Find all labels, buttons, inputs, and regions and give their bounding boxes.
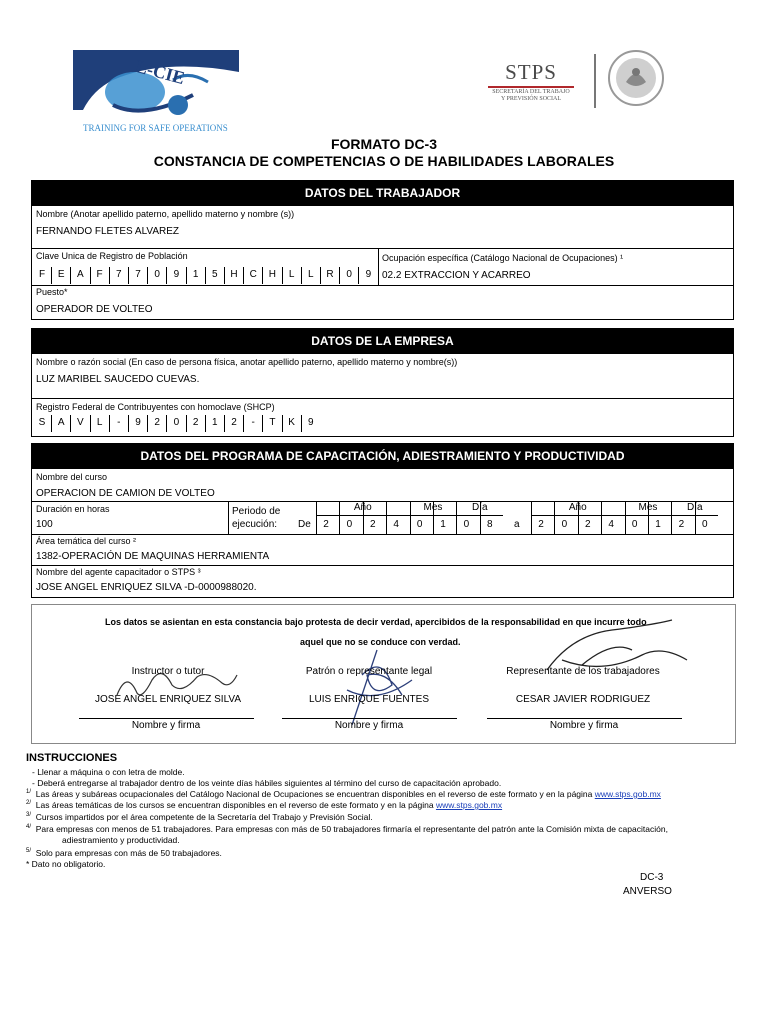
curp-cell-divider	[186, 267, 187, 284]
ocupacion-label: Ocupación específica (Catálogo Nacional de Ocupaciones) ¹	[382, 253, 624, 263]
curso-row	[32, 469, 733, 502]
instruccion-5-text: Cursos impartidos por el área competente de la Secretaría del Trabajo y Previsión Social.	[35, 812, 373, 822]
note-marker-5: 5/	[26, 848, 32, 855]
rfc-char: L	[96, 417, 103, 428]
curp-cell-divider	[243, 267, 244, 284]
rfc-char: 9	[135, 417, 141, 428]
fecha-inicio-digit: 0	[463, 519, 470, 530]
rfc-char: K	[288, 417, 295, 428]
stps-logo	[478, 60, 584, 110]
rfc-char: T	[269, 417, 276, 428]
note-marker-3: 3/	[26, 812, 32, 819]
curp-char: 9	[365, 269, 372, 280]
curp-cell-divider	[147, 267, 148, 284]
fecha-fin-digit: 0	[631, 519, 638, 530]
duracion-row	[32, 502, 733, 535]
fecha-fin-digit: 0	[702, 519, 708, 530]
note-marker-2: 2/	[26, 800, 32, 807]
instructor-nombre-firma: Nombre y firma	[131, 720, 201, 731]
periodo-inicio-mes-header: Mes	[410, 502, 457, 516]
puesto-value: OPERADOR DE VOLTEO	[36, 304, 153, 315]
rfc-char: -	[251, 417, 255, 428]
fecha-inicio-digit: 1	[440, 519, 446, 530]
rfc-cell-divider	[301, 415, 302, 432]
instruccion-2: - Deberá entregarse al trabajador dentro de los veinte días hábiles siguientes al término del curso de capacitación aprobado.	[32, 778, 502, 788]
rfc-char: V	[77, 417, 84, 428]
empresa-section	[31, 354, 734, 437]
curso-value: OPERACION DE CAMION DE VOLTEO	[36, 488, 215, 499]
curp-char: H	[268, 269, 276, 280]
nombre-value: FERNANDO FLETES ALVAREZ	[36, 226, 179, 237]
curp-label: Clave Unica de Registro de Población	[36, 251, 188, 261]
rfc-char: -	[117, 417, 121, 428]
curp-cell-divider	[282, 267, 283, 284]
logo-separator	[594, 54, 596, 108]
rfc-cell-divider	[90, 415, 91, 432]
instruccion-7-text: Solo para empresas con más de 50 trabajadores.	[35, 848, 222, 858]
agente-value: JOSE ANGEL ENRIQUEZ SILVA -D-0000988020.	[36, 582, 257, 593]
footer-code: DC-3	[640, 872, 664, 883]
rfc-cell-divider	[282, 415, 283, 432]
curp-char: L	[308, 269, 314, 280]
puesto-label: Puesto*	[36, 287, 68, 297]
section-header-trabajador: DATOS DEL TRABAJADOR	[31, 180, 734, 206]
curp-cell-divider	[339, 267, 340, 284]
instruccion-6b: adiestramiento y productividad.	[62, 835, 180, 845]
rfc-char: 1	[212, 417, 218, 428]
rfc-char: 9	[308, 417, 314, 428]
instructor-line	[79, 718, 254, 719]
rfc-cell-divider	[147, 415, 148, 432]
instruccion-1: - Llenar a máquina o con letra de molde.	[32, 767, 185, 777]
agente-label: Nombre del agente capacitador o STPS ³	[36, 567, 201, 577]
fecha-inicio-digit: 0	[346, 519, 353, 530]
stps-logo-sub1: SECRETARÍA DEL TRABAJO	[492, 89, 570, 95]
curp-cell-divider	[224, 267, 225, 284]
form-code-title: FORMATO DC-3	[330, 136, 438, 152]
curp-cell-divider	[166, 267, 167, 284]
fecha-inicio-digit: 2	[323, 519, 329, 530]
periodo-fin-anio-header: Año	[531, 502, 625, 516]
instruccion-6	[26, 824, 668, 834]
rfc-cell-divider	[128, 415, 129, 432]
lcie-logo-tagline: TRAINING FOR SAFE OPERATIONS	[83, 123, 228, 133]
patron-title: Patrón o representante legal	[305, 666, 433, 677]
fecha-inicio-digit: 2	[370, 519, 376, 530]
curp-char: H	[230, 269, 238, 280]
note-marker-4: 4/	[26, 824, 32, 831]
fecha-fin-digit: 2	[538, 519, 544, 530]
curp-char: C	[249, 269, 257, 280]
curp-cell-divider	[109, 267, 110, 284]
curp-char: 7	[116, 269, 122, 280]
lcie-logo-name: L-CIE	[133, 55, 187, 89]
curp-cell-divider	[262, 267, 263, 284]
fecha-inicio-digit: 8	[487, 519, 493, 530]
stps-logo-sub2: Y PREVISIÓN SOCIAL	[500, 96, 562, 102]
rfc-row	[32, 399, 733, 435]
instruccion-8: * Dato no obligatorio.	[26, 859, 106, 869]
duracion-label: Duración en horas	[36, 504, 110, 514]
instrucciones-title: INSTRUCCIONES	[26, 752, 118, 764]
representante-nombre-firma: Nombre y firma	[549, 720, 619, 731]
rfc-label: Registro Federal de Contribuyentes con homoclave (SHCP)	[36, 402, 275, 412]
programa-section	[31, 469, 734, 598]
declaracion-line2: aquel que no se conduce con verdad.	[300, 637, 461, 647]
signatures-section	[31, 604, 736, 744]
stps-logo-name: STPS	[505, 60, 557, 84]
patron-nombre-firma: Nombre y firma	[334, 720, 404, 731]
curp-cell-divider	[90, 267, 91, 284]
periodo-fin-dia-header: Día	[671, 502, 718, 516]
note-marker-1: 1/	[26, 789, 32, 796]
periodo-inicio-anio-header: Año	[316, 502, 410, 516]
fecha-fin-digit: 2	[585, 519, 591, 530]
rfc-cell-divider	[70, 415, 71, 432]
footer-side: ANVERSO	[623, 886, 672, 897]
instruccion-4-text: Las áreas temáticas de los cursos se encuentran disponibles en el reverso de este formato y en la página	[35, 800, 434, 810]
curp-char: E	[57, 269, 65, 280]
fecha-fin-digit: 4	[608, 519, 614, 530]
curp-char: 0	[154, 269, 160, 280]
periodo-de: De	[298, 519, 311, 530]
stps-link-1[interactable]: www.stps.gob.mx	[594, 789, 661, 799]
patron-name: LUIS ENRIQUE FUENTES	[308, 694, 430, 705]
rfc-char: 2	[154, 417, 160, 428]
nombre-label: Nombre (Anotar apellido paterno, apellido materno y nombre (s))	[36, 209, 295, 219]
representante-line	[487, 718, 682, 719]
national-seal-icon	[606, 48, 666, 108]
stps-link-2[interactable]: www.stps.gob.mx	[435, 800, 503, 810]
rfc-cell-divider	[109, 415, 110, 432]
ocupacion-value: 02.2 EXTRACCION Y ACARREO	[382, 270, 531, 281]
curp-char: F	[38, 269, 46, 280]
periodo-a: a	[514, 519, 520, 530]
rfc-cell-divider	[243, 415, 244, 432]
curp-char: 9	[173, 269, 180, 280]
rfc-cell-divider	[205, 415, 206, 432]
declaracion-line1: Los datos se asientan en esta constancia bajo protesta de decir verdad, apercibidos de la responsabilidad en que incurre todo	[105, 617, 647, 627]
periodo-inicio-dia-header: Día	[456, 502, 503, 516]
rfc-char: S	[38, 417, 46, 428]
area-label: Área temática del curso ²	[36, 536, 137, 546]
instruccion-6-text: Para empresas con menos de 51 trabajadores. Para empresas con más de 50 trabajadores firmaría el representante del patrón ante la Comisión mixta de capacitación,	[35, 824, 668, 834]
periodo-label-2: ejecución:	[232, 519, 278, 530]
curp-cell-divider	[205, 267, 206, 284]
periodo-label-1: Periodo de	[232, 506, 281, 517]
rfc-cell-divider	[224, 415, 225, 432]
curp-char: A	[77, 269, 84, 280]
fecha-inicio-digit: 0	[416, 519, 423, 530]
curp-char: 0	[346, 269, 352, 280]
fecha-fin-digit: 2	[678, 519, 685, 530]
trabajador-section	[31, 206, 734, 320]
fecha-fin-digit: 1	[655, 519, 661, 530]
curp-char: L	[288, 269, 295, 280]
section-header-empresa: DATOS DE LA EMPRESA	[31, 328, 734, 354]
instruccion-3-text: Las áreas y subáreas ocupacionales del Catálogo Nacional de Ocupaciones se encuentran disponibles en el reverso de este formato y en la página	[35, 789, 593, 799]
curp-char: 5	[212, 269, 218, 280]
razon-label: Nombre o razón social (En caso de persona física, anotar apellido paterno, apellido materno y nombre(s))	[36, 357, 458, 367]
rfc-cell-divider	[262, 415, 263, 432]
area-row	[32, 535, 733, 566]
representante-title: Representante de los trabajadores	[506, 666, 660, 677]
curp-char: F	[96, 269, 103, 280]
curp-cell-divider	[358, 267, 359, 284]
agente-row	[32, 566, 733, 596]
puesto-row	[32, 286, 733, 318]
curp-cell-divider	[70, 267, 71, 284]
instructor-title: Instructor o tutor	[131, 666, 205, 677]
curp-row	[32, 249, 733, 286]
periodo-fin-mes-header: Mes	[625, 502, 672, 516]
rfc-char: A	[57, 417, 65, 428]
instruccion-4	[26, 800, 502, 810]
curp-cell-divider	[301, 267, 302, 284]
curp-char: 7	[135, 269, 141, 280]
rfc-char: 2	[192, 417, 199, 428]
fecha-inicio-digit: 4	[393, 519, 399, 530]
instruccion-5	[26, 812, 373, 822]
razon-row	[32, 354, 733, 399]
instructor-name: JOSE ANGEL ENRIQUEZ SILVA	[95, 694, 241, 705]
patron-line	[282, 718, 457, 719]
curp-char: 1	[192, 269, 199, 280]
fecha-fin-digit: 0	[561, 519, 568, 530]
duracion-value: 100	[36, 519, 53, 530]
instruccion-3	[26, 789, 661, 799]
rfc-cell-divider	[166, 415, 167, 432]
curp-char: R	[326, 269, 334, 280]
representante-name: CESAR JAVIER RODRIGUEZ	[515, 694, 651, 705]
lcie-logo	[73, 50, 243, 140]
duracion-divider	[228, 502, 229, 534]
stps-logo-rule	[488, 86, 574, 88]
curp-cell-divider	[128, 267, 129, 284]
curso-label: Nombre del curso	[36, 472, 108, 482]
rfc-char: 0	[173, 417, 180, 428]
curp-cell-divider	[51, 267, 52, 284]
area-value: 1382-OPERACIÓN DE MAQUINAS HERRAMIENTA	[36, 551, 270, 562]
nombre-row	[32, 206, 733, 249]
rfc-char: 2	[231, 417, 237, 428]
form-title: CONSTANCIA DE COMPETENCIAS O DE HABILIDADES LABORALES	[153, 153, 615, 169]
razon-value: LUZ MARIBEL SAUCEDO CUEVAS.	[36, 374, 200, 385]
section-header-programa: DATOS DEL PROGRAMA DE CAPACITACIÓN, ADIESTRAMIENTO Y PRODUCTIVIDAD	[31, 443, 734, 469]
rfc-cell-divider	[186, 415, 187, 432]
curp-cell-divider	[320, 267, 321, 284]
rfc-cell-divider	[51, 415, 52, 432]
instruccion-7	[26, 848, 222, 858]
